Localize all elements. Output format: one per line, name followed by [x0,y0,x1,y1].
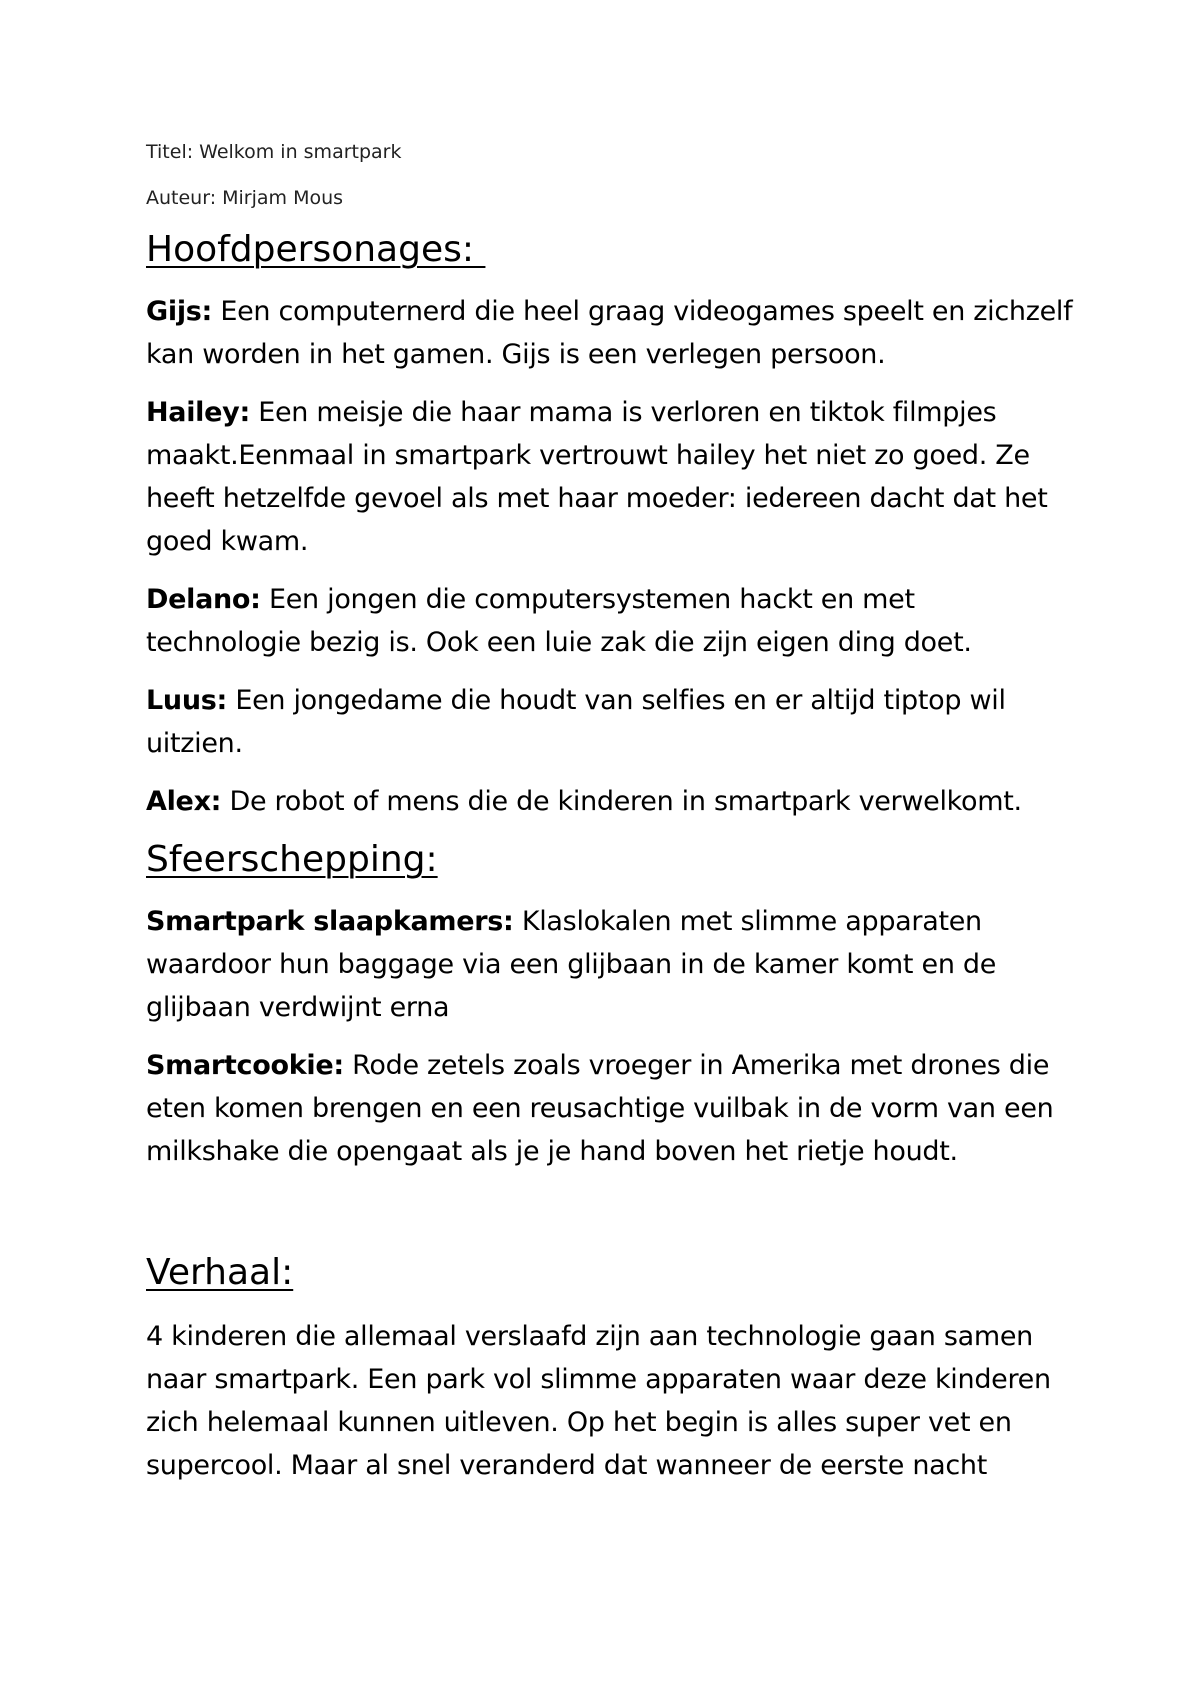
character-name: Hailey: [146,397,250,428]
setting-description: Rode zetels zoals vroeger in Amerika met drones die eten komen brengen en een reusachtige vuilbak in de vorm van een milkshake die opengaat als je je hand boven het rietje houdt. [146,1050,1054,1167]
title-line: Titel: Welkom in smartpark [146,141,402,163]
heading-sfeerschepping: Sfeerschepping: [146,839,438,880]
character-entry-gijs [146,290,1076,376]
document-body [146,140,1076,1502]
setting-name: Smartcookie: [146,1050,344,1081]
character-entry-luus [146,679,1076,765]
character-description: Een jongedame die houdt van selfies en er altijd tiptop wil uitzien. [146,685,1006,759]
character-name: Alex: [146,786,222,817]
setting-name: Smartpark slaapkamers: [146,906,514,937]
character-description: Een computernerd die heel graag videogames speelt en zichzelf kan worden in het gamen. Gijs is een verlegen persoon. [146,296,1073,370]
story-paragraph: 4 kinderen die allemaal verslaafd zijn aan technologie gaan samen naar smartpark. Een park vol slimme apparaten waar deze kinderen zich helemaal kunnen uitleven. Op het begin is alles super vet en supercool. Maar al snel veranderd dat wanneer de eerste nacht [146,1321,1051,1481]
character-entry-delano [146,578,1076,664]
setting-entry-smartcookie [146,1044,1076,1173]
character-description: De robot of mens die de kinderen in smartpark verwelkomt. [221,786,1022,817]
character-description: Een meisje die haar mama is verloren en tiktok filmpjes maakt.Eenmaal in smartpark vertrouwt hailey het niet zo goed. Ze heeft hetzelfde gevoel als met haar moeder: iedereen dacht dat het goed kwam. [146,397,1048,557]
character-name: Delano: [146,584,261,615]
setting-description: Klaslokalen met slimme apparaten waardoor hun baggage via een glijbaan in de kamer komt en de glijbaan verdwijnt erna [146,906,997,1023]
character-entry-hailey [146,391,1076,563]
heading-hoofdpersonages: Hoofdpersonages: [146,229,486,270]
author-line: Auteur: Mirjam Mous [146,187,344,209]
character-name: Luus: [146,685,228,716]
character-name: Gijs: [146,296,213,327]
heading-verhaal: Verhaal: [146,1252,294,1293]
character-entry-alex [146,780,1076,823]
setting-entry-slaapkamers [146,900,1076,1029]
character-description: Een jongen die computersystemen hackt en met technologie bezig is. Ook een luie zak die zijn eigen ding doet. [146,584,972,658]
